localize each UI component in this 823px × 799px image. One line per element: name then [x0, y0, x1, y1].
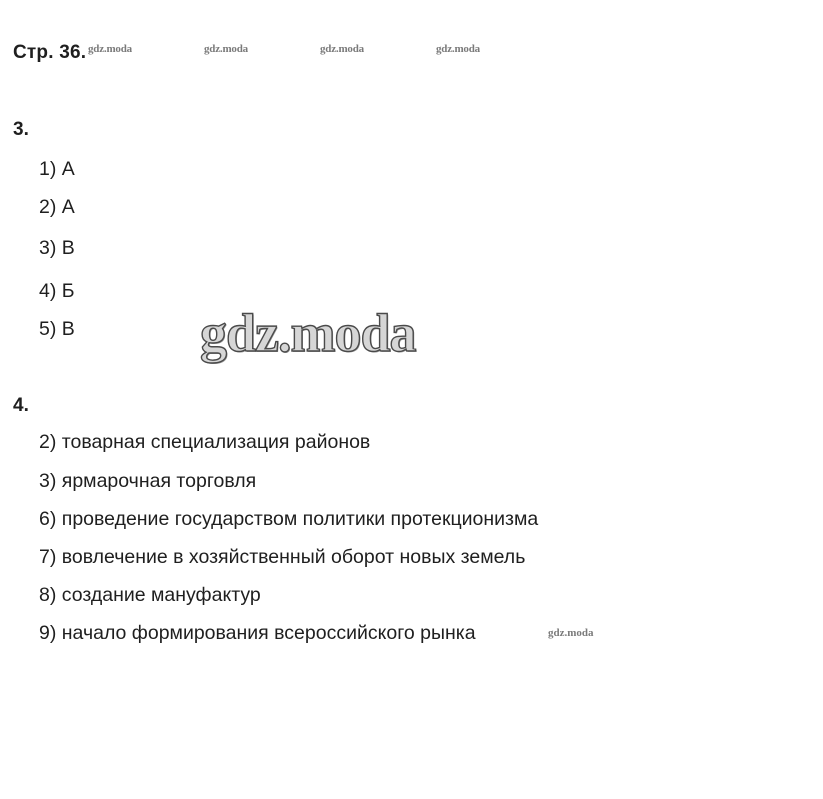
answer-item: 3) ярмарочная торговля — [39, 470, 257, 492]
answer-item: 2) А — [39, 196, 75, 218]
section-number: 3. — [13, 119, 29, 140]
answer-item: 8) создание мануфактур — [39, 584, 261, 606]
answer-item: 5) В — [39, 318, 75, 340]
answer-item: 7) вовлечение в хозяйственный оборот новых земель — [39, 546, 526, 568]
watermark-small: gdz.moda — [320, 43, 364, 55]
watermark-inline: gdz.moda — [548, 627, 594, 639]
answer-item: 1) А — [39, 158, 75, 180]
answer-item: 3) В — [39, 237, 75, 259]
answer-item: 4) Б — [39, 280, 75, 302]
watermark-small: gdz.moda — [204, 43, 248, 55]
answer-item: 6) проведение государством политики протекционизма — [39, 508, 539, 530]
section-number: 4. — [13, 395, 29, 416]
watermark-small: gdz.moda — [436, 43, 480, 55]
watermark-big: gdz.moda — [200, 303, 416, 363]
answer-item: 2) товарная специализация районов — [39, 431, 371, 453]
page-title: Стр. 36. — [13, 42, 87, 63]
watermark-small: gdz.moda — [88, 43, 132, 55]
answer-item: 9) начало формирования всероссийского рынка — [39, 622, 476, 644]
